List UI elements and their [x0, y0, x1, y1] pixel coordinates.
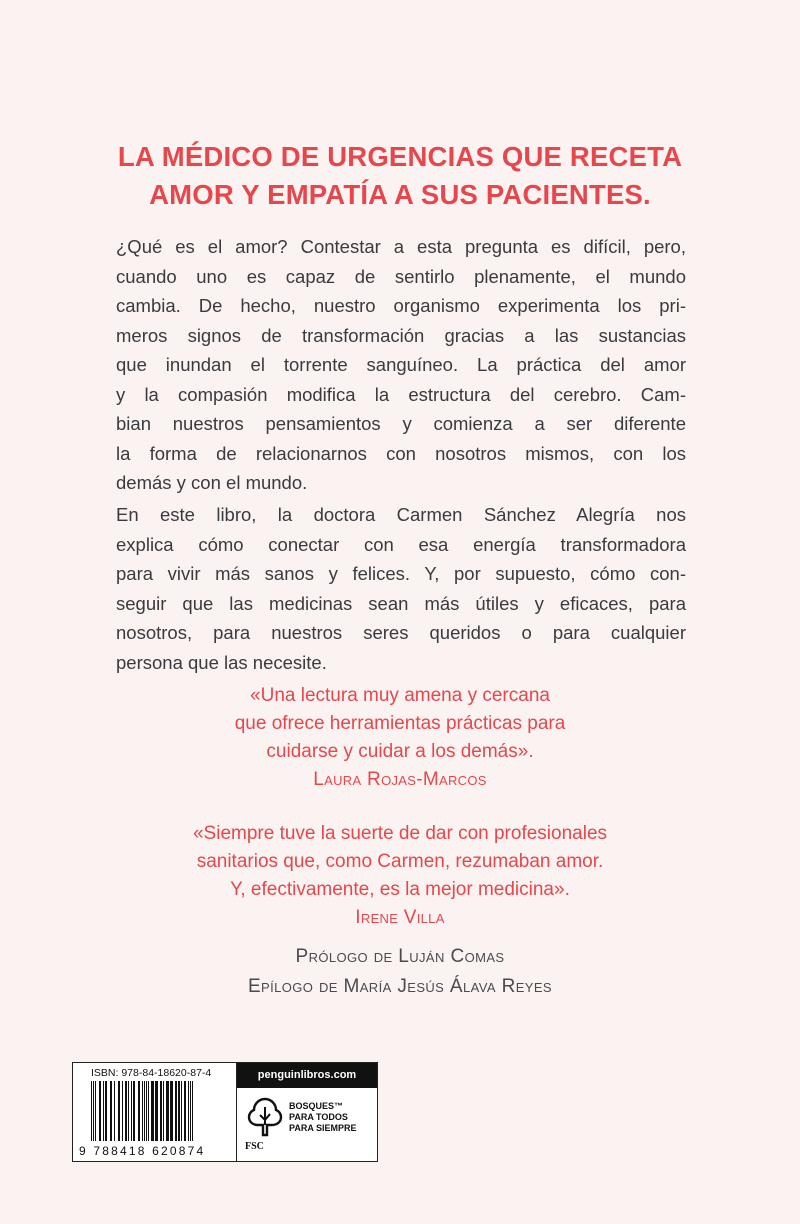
fsc-slogan-line: PARA TODOS — [289, 1112, 348, 1122]
headline — [0, 138, 800, 214]
paragraph-line: cambia. De hecho, nuestro organismo experimenta los pri- — [116, 295, 686, 316]
quote-line: cuidarse y cuidar a los demás». — [266, 741, 534, 762]
publisher-block — [236, 1062, 378, 1162]
paragraph-line: En este libro, la doctora Carmen Sánchez Alegría nos — [116, 504, 686, 525]
paragraph-line: explica cómo conectar con esa energía transformadora — [116, 533, 686, 555]
paragraph-line: meros signos de transformación gracias a las sustancias — [116, 324, 686, 346]
fsc-tree-icon — [245, 1095, 285, 1139]
paragraph-line: nosotros, para nuestros seres queridos o para cualquier — [116, 622, 686, 643]
testimonial-quote-1 — [0, 682, 800, 794]
paragraph-line: seguir que las medicinas sean más útiles y eficaces, para — [116, 592, 686, 614]
paragraph-line: que inundan el torrente sanguíneo. La práctica del amor — [116, 354, 686, 375]
headline-line-1: LA MÉDICO DE URGENCIAS QUE RECETA — [117, 141, 683, 172]
paragraph-line: bian nuestros pensamientos y comienza a ser diferente — [116, 413, 686, 434]
paragraph-line: y la compasión modifica la estructura del cerebro. Cam- — [116, 383, 686, 405]
quote-line: «Una lectura muy amena y cercana — [250, 685, 550, 706]
paragraph-line: ¿Qué es el amor? Contestar a esta pregunta es difícil, pero, — [116, 236, 686, 257]
paragraph-line: demás y con el mundo. — [116, 472, 308, 493]
credits — [0, 942, 800, 1002]
fsc-slogan — [289, 1101, 373, 1134]
paragraph-line: la forma de relacionarnos con nosotros mismos, con los — [116, 442, 686, 464]
fsc-slogan-line: BOSQUES™ — [289, 1101, 344, 1111]
prologue-credit: Prólogo de Luján Comas — [295, 946, 505, 967]
fsc-slogan-line: PARA SIEMPRE — [289, 1123, 357, 1133]
paragraph-line: persona que las necesite. — [116, 651, 327, 673]
description-paragraph-1 — [116, 232, 686, 498]
isbn-label: ISBN: 978-84-18620-87-4 — [91, 1067, 212, 1079]
quote-line: Y, efectivamente, es la mejor medicina». — [230, 879, 570, 900]
quote-line: «Siempre tuve la suerte de dar con profesionales — [192, 823, 608, 844]
quote-line: sanitarios que, como Carmen, rezumaban amor. — [196, 851, 604, 872]
barcode-icon — [89, 1081, 239, 1145]
headline-line-2: AMOR Y EMPATÍA A SUS PACIENTES. — [149, 179, 651, 210]
publisher-website: penguinlibros.com — [237, 1063, 377, 1088]
fsc-label: FSC — [245, 1141, 264, 1152]
paragraph-line: para vivir más sanos y felices. Y, por supuesto, cómo con- — [116, 563, 686, 584]
paragraph-line: cuando uno es capaz de sentirlo plenamente, el mundo — [116, 265, 686, 287]
description-paragraph-2 — [116, 500, 686, 677]
quote-author: Laura Rojas-Marcos — [313, 769, 487, 790]
quote-line: que ofrece herramientas prácticas para — [234, 713, 566, 734]
testimonial-quote-2 — [0, 820, 800, 932]
barcode-digits: 9 788418 620874 — [79, 1144, 206, 1158]
quote-author: Irene Villa — [355, 907, 445, 928]
epilogue-credit: Epílogo de María Jesús Álava Reyes — [247, 976, 553, 997]
